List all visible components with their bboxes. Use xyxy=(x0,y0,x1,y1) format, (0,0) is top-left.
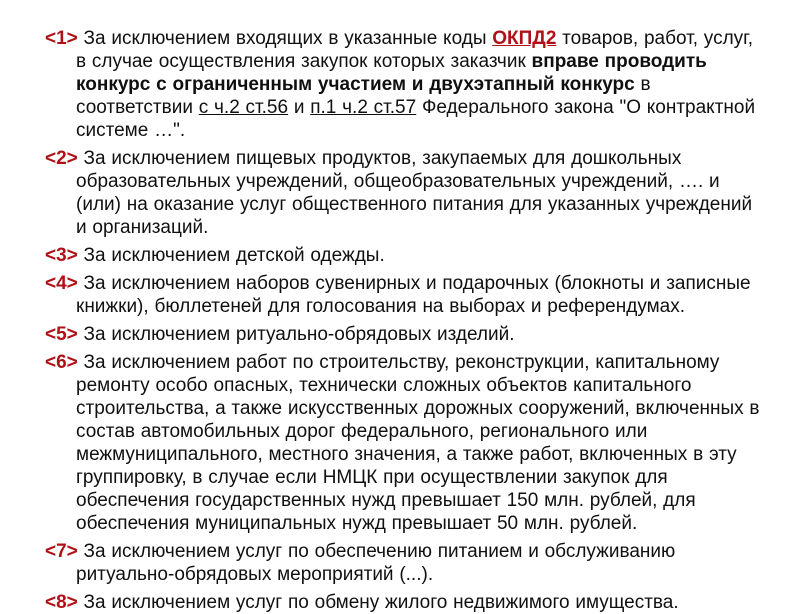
footnote-text-segment: Федерального закона "О контрактной системе …". xyxy=(76,97,756,141)
footnote-text-segment: За исключением наборов сувенирных и подарочных (блокноты и записные книжки), бюллетеней для голосования на выборах и референдумах. xyxy=(76,273,751,317)
footnote-text-segment: п.1 ч.2 ст.57 xyxy=(310,97,417,118)
footnote-text-segment: За исключением входящих в указанные коды xyxy=(83,28,493,49)
footnote-text-segment: За исключением пищевых продуктов, закупаемых для дошкольных образовательных учреждений, общеобразовательных учреждений, …. и (или) на оказание услуг общественного питания для указанных учреждений и организаций. xyxy=(76,148,753,238)
footnote-text-segment: За исключением услуг по обмену жилого недвижимого имущества. xyxy=(83,592,679,613)
footnote-marker: <7> xyxy=(45,541,78,562)
footnote-text-segment: За исключением ритуально-обрядовых изделий. xyxy=(83,324,515,345)
footnote-text-segment: За исключением услуг по обеспечению питанием и обслуживанию ритуально-обрядовых мероприятий (...). xyxy=(76,541,676,585)
footnote-marker: <3> xyxy=(45,245,78,266)
footnote-text-segment: За исключением детской одежды. xyxy=(83,245,385,266)
footnote-item-6 xyxy=(45,351,764,535)
footnote-item-5 xyxy=(45,323,764,346)
footnote-text-segment: За исключением работ по строительству, реконструкции, капитальному ремонту особо опасных, технически сложных объектов капитального строительства, а также искусственных дорожных сооружений, включенных в состав автомобильных дорог федерального, регионального или межмуниципального, местного значения, а также работ, включенных в эту группировку, в случае если НМЦК при осуществлении закупок для обеспечения государственных нужд превышает 150 млн. рублей, для обеспечения муниципальных нужд превышает 50 млн. рублей. xyxy=(76,352,760,534)
footnote-text-segment: в соответствии xyxy=(76,74,651,118)
footnote-item-2 xyxy=(45,147,764,239)
footnote-item-4 xyxy=(45,272,764,318)
footnote-item-7 xyxy=(45,540,764,586)
footnote-item-1 xyxy=(45,27,764,142)
footnote-text-segment: и xyxy=(288,97,311,118)
footnote-marker: <2> xyxy=(45,148,78,169)
footnote-text-segment: с ч.2 ст.56 xyxy=(198,97,289,118)
footnote-marker: <6> xyxy=(45,352,78,373)
footnote-marker: <5> xyxy=(45,324,78,345)
footnote-text-segment: товаров, работ, услуг, в случае осуществления закупок которых заказчик xyxy=(76,28,754,72)
footnote-marker: <4> xyxy=(45,273,78,294)
footnote-text-segment: вправе проводить конкурс с ограниченным участием и двухэтапный конкурс xyxy=(76,51,707,95)
okpd2-link[interactable]: ОКПД2 xyxy=(492,28,557,49)
footnote-marker: <8> xyxy=(45,592,78,613)
footnote-item-3 xyxy=(45,244,764,267)
footnote-marker: <1> xyxy=(45,28,78,49)
footnote-item-8 xyxy=(45,591,764,614)
